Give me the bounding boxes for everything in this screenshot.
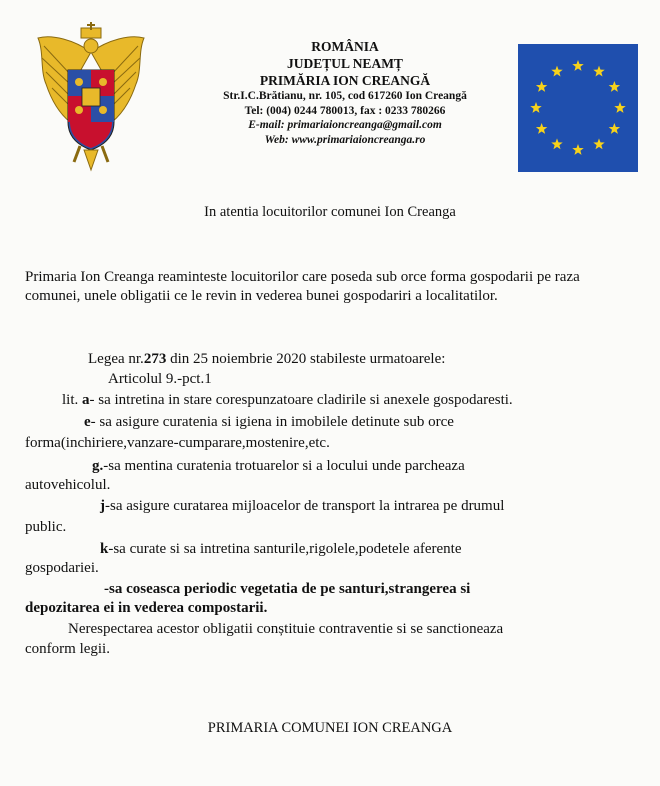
item-a: lit. a- sa intretina in stare corespunzatoare cladirile si anexele gospodaresti. xyxy=(62,392,513,408)
item-j-cont: public. xyxy=(25,519,67,535)
law-number: 273 xyxy=(143,351,167,367)
item-g: g.-sa mentina curatenia trotuarelor si a locului unde parcheaza xyxy=(92,458,465,474)
closing-cont: conform legii. xyxy=(25,641,110,657)
item-k-cont: gospodariei. xyxy=(25,560,99,576)
item-e-cont: forma(inchiriere,vanzare-cumparare,mostenire,etc. xyxy=(25,435,330,451)
eu-flag-icon xyxy=(518,44,638,172)
coat-of-arms-icon xyxy=(34,22,148,172)
letterhead xyxy=(160,38,530,147)
intro-paragraph: Primaria Ion Creanga reaminteste locuitorilor care poseda sub orce forma gospodarii pe raza comunei, unele obligatii ce le revin in vederea bunei gospodariri a localitatilor. xyxy=(25,269,580,304)
item-vegetation: -sa coseasca periodic vegetatia de pe santuri,strangerea si xyxy=(104,581,471,597)
phone: Tel: (004) 0244 780013, fax : 0233 780266 xyxy=(244,104,446,117)
website: Web: www.primariaioncreanga.ro xyxy=(264,133,426,146)
country: ROMÂNIA xyxy=(311,39,379,54)
closing-paragraph: Nerespectarea acestor obligatii conștituie contraventie si se sanctioneaza xyxy=(68,621,504,637)
item-g-cont: autovehicolul. xyxy=(25,477,111,493)
article-line: Articolul 9.-pct.1 xyxy=(108,371,212,387)
address: Str.I.C.Brătianu, nr. 105, cod 617260 Ion Creangă xyxy=(223,90,467,102)
county: JUDEȚUL NEAMȚ xyxy=(287,56,403,71)
item-e: e- sa asigure curatenia si igiena in imobilele detinute sub orce xyxy=(84,414,454,430)
item-k: k-sa curate si sa intretina santurile,rigolele,podetele aferente xyxy=(100,541,462,557)
item-j: j-sa asigure curatarea mijloacelor de transport la intrarea pe drumul xyxy=(100,498,505,514)
law-line: Legea nr.273 din 25 noiembrie 2020 stabileste urmatoarele: xyxy=(88,351,446,367)
email: E-mail: primariaioncreanga@gmail.com xyxy=(248,119,442,131)
item-vegetation-cont: depozitarea ei in vederea compostarii. xyxy=(25,600,268,616)
notice-title: In atentia locuitorilor comunei Ion Creanga xyxy=(204,204,456,220)
footer-signature: PRIMARIA COMUNEI ION CREANGA xyxy=(207,720,453,736)
office: PRIMĂRIA ION CREANGĂ xyxy=(259,73,431,88)
